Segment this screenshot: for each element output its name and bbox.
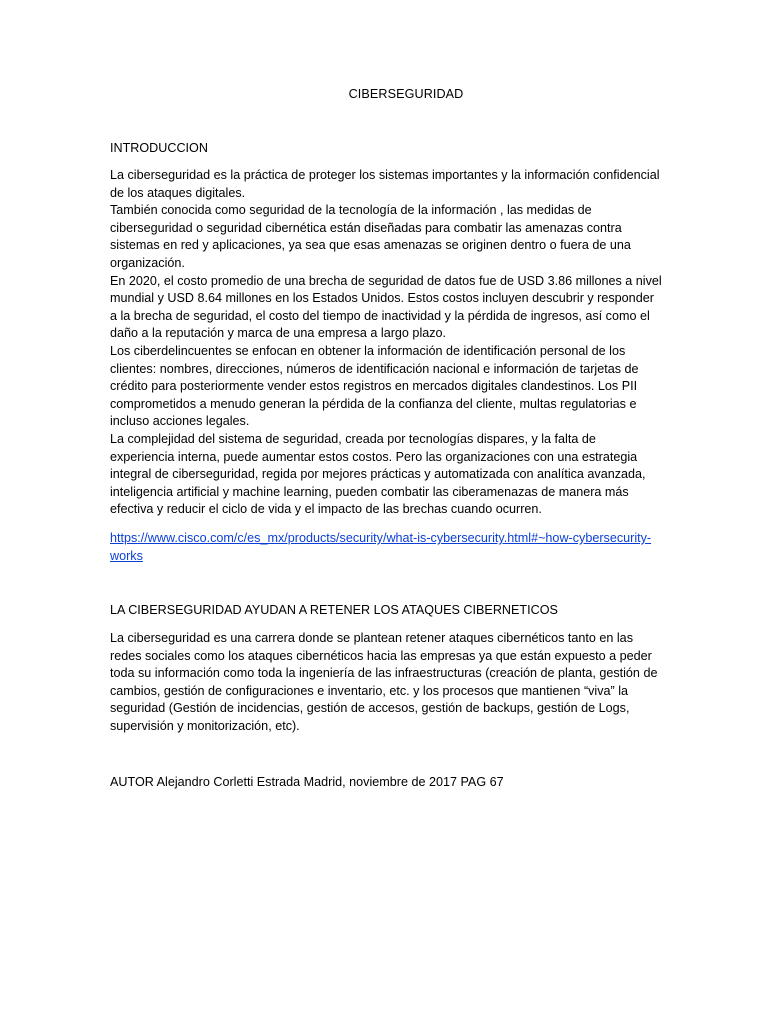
intro-paragraph: La complejidad del sistema de seguridad, creada por tecnologías dispares, y la falta de experiencia interna, puede aumentar estos costos. Pero las organizaciones con una estrategia integral de ciberseguridad, regida por mejores prácticas y automatizada con analítica avanzada, inteligencia artificial y machine learning, pueden combatir las ciberamenazas de manera más efectiva y reducir el ciclo de vida y el impacto de las brechas cuando ocurren. — [110, 431, 646, 517]
intro-paragraph: Los ciberdelincuentes se enfocan en obtener la información de identificación personal de los clientes: nombres, direcciones, números de identificación nacional e información de tarjetas de crédito para posteriormente vender estos registros en mercados digitales clandestinos. Los PII comprometidos a menudo generan la pérdida de la confianza del cliente, multas regulatorias e incluso acciones legales. — [110, 343, 639, 429]
author-line: AUTOR Alejandro Corletti Estrada Madrid, noviembre de 2017 PAG 67 — [110, 775, 504, 789]
intro-section — [110, 167, 662, 519]
section-heading-introduccion: INTRODUCCION — [110, 141, 208, 155]
intro-paragraph: La ciberseguridad es la práctica de proteger los sistemas importantes y la información confidencial de los ataques digitales. — [110, 168, 660, 200]
intro-paragraph: En 2020, el costo promedio de una brecha de seguridad de datos fue de USD 3.86 millones a nivel mundial y USD 8.64 millones en los Estados Unidos. Estos costos incluyen descubrir y responder a la brecha de seguridad, el costo del tiempo de inactividad y la pérdida de ingresos, así como el daño a la reputación y marca de una empresa a largo plazo. — [110, 273, 662, 341]
source-link[interactable]: https://www.cisco.com/c/es_mx/products/security/what-is-cybersecurity.html#~how-cybersecurity-works — [110, 531, 652, 563]
intro-paragraph: También conocida como seguridad de la tecnología de la información , las medidas de ciberseguridad o seguridad cibernética están diseñadas para combatir las amenazas contra sistemas en red y aplicaciones, ya sea que esas amenazas se originen dentro o fuera de una organización. — [110, 203, 631, 270]
section-heading-ataques: LA CIBERSEGURIDAD AYUDAN A RETENER LOS ATAQUES CIBERNETICOS — [110, 603, 558, 617]
section2-paragraph: La ciberseguridad es una carrera donde se plantean retener ataques cibernéticos tanto en las redes sociales como los ataques cibernéticos hacia las empresas ya que están expuesto a peder toda su información como toda la ingeniería de las infraestructuras (creación de planta, gestión de cambios, gestión de configuraciones e inventario, etc. y los procesos que mantienen “viva” la seguridad (Gestión de incidencias, gestión de accesos, gestión de backups, gestión de Logs, supervisión y monitorización, etc). — [110, 631, 658, 733]
document-title: CIBERSEGURIDAD — [348, 87, 464, 101]
section2-body — [110, 630, 666, 736]
